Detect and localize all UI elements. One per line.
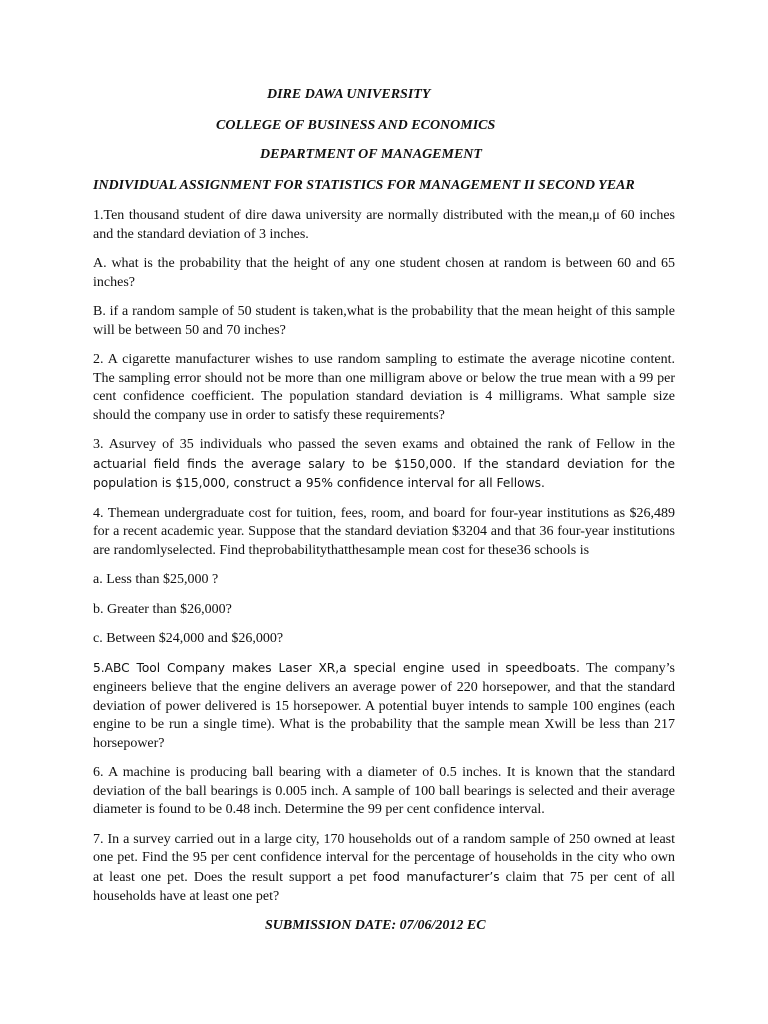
department-heading: DEPARTMENT OF MANAGEMENT <box>260 147 482 162</box>
college-heading: COLLEGE OF BUSINESS AND ECONOMICS <box>216 118 496 133</box>
question-1a: A. what is the probability that the height of any one student chosen at random is between 60 and 65 inches? <box>93 255 675 290</box>
question-7-text-mid: food manufacturer’s <box>366 869 500 884</box>
question-3 <box>93 436 675 494</box>
question-1b: B. if a random sample of 50 student is taken,what is the probability that the mean height of this sample will be between 50 and 70 inches? <box>93 303 675 338</box>
question-7 <box>93 831 675 906</box>
question-4c: c. Between $24,000 and $26,000? <box>93 631 284 647</box>
university-heading: DIRE DAWA UNIVERSITY <box>267 87 431 102</box>
question-5-text: The company’s engineers believe that the engine delivers an average power of 220 horsepower, and that the standard deviation of power delivered is 15 horsepower. A potential buyer intends to sample 100 engines (each engine to be run a single time). What is the probability that the sample mean Xwill be less than 217 horsepower? <box>93 661 675 751</box>
question-7-text-end: claim that 75 per cent of all households have at least one pet? <box>93 869 675 904</box>
question-7-text: 7. In a survey carried out in a large city, 170 households out of a random sample of 250 owned at least one pet. Find the 95 per cent confidence interval for the percentage of households in the city who own at least one pet. Does the result support a pet <box>93 831 675 885</box>
question-4a: a. Less than $25,000 ? <box>93 572 219 588</box>
question-3-text-continued: actuarial field finds the average salary to be $150,000. If the standard deviation for the population is $15,000, construct a 95% confidence interval for all Fellows. <box>93 456 675 491</box>
assignment-title: INDIVIDUAL ASSIGNMENT FOR STATISTICS FOR MANAGEMENT II SECOND YEAR <box>93 178 635 193</box>
question-5-intro: 5.ABC Tool Company makes Laser XR,a special engine used in speedboats. <box>93 661 580 676</box>
submission-date: SUBMISSION DATE: 07/06/2012 EC <box>265 917 486 933</box>
question-6: 6. A machine is producing ball bearing with a diameter of 0.5 inches. It is known that the standard deviation of the ball bearings is 0.005 inch. A sample of 100 ball bearings is selected and their average diameter is found to be 0.48 inch. Determine the 99 per cent confidence interval. <box>93 765 675 818</box>
question-3-text: 3. Asurvey of 35 individuals who passed the seven exams and obtained the rank of Fellow in the <box>93 437 675 453</box>
question-4b: b. Greater than $26,000? <box>93 601 232 617</box>
question-4: 4. Themean undergraduate cost for tuition, fees, room, and board for four-year institutions as $26,489 for a recent academic year. Suppose that the standard deviation $3204 and that 36 four-year institutions are randomlyselected. Find theprobabilitythatthesample mean cost for these36 schools is <box>93 505 675 558</box>
question-2: 2. A cigarette manufacturer wishes to use random sampling to estimate the average nicotine content. The sampling error should not be more than one milligram above or below the true mean with a 99 per cent confidence coefficient. The population standard deviation is 4 milligrams. What sample size should the company use in order to satisfy these requirements? <box>93 351 675 423</box>
question-1: 1.Ten thousand student of dire dawa university are normally distributed with the mean,μ of 60 inches and the standard deviation of 3 inches. <box>93 208 675 242</box>
question-5 <box>93 659 675 753</box>
